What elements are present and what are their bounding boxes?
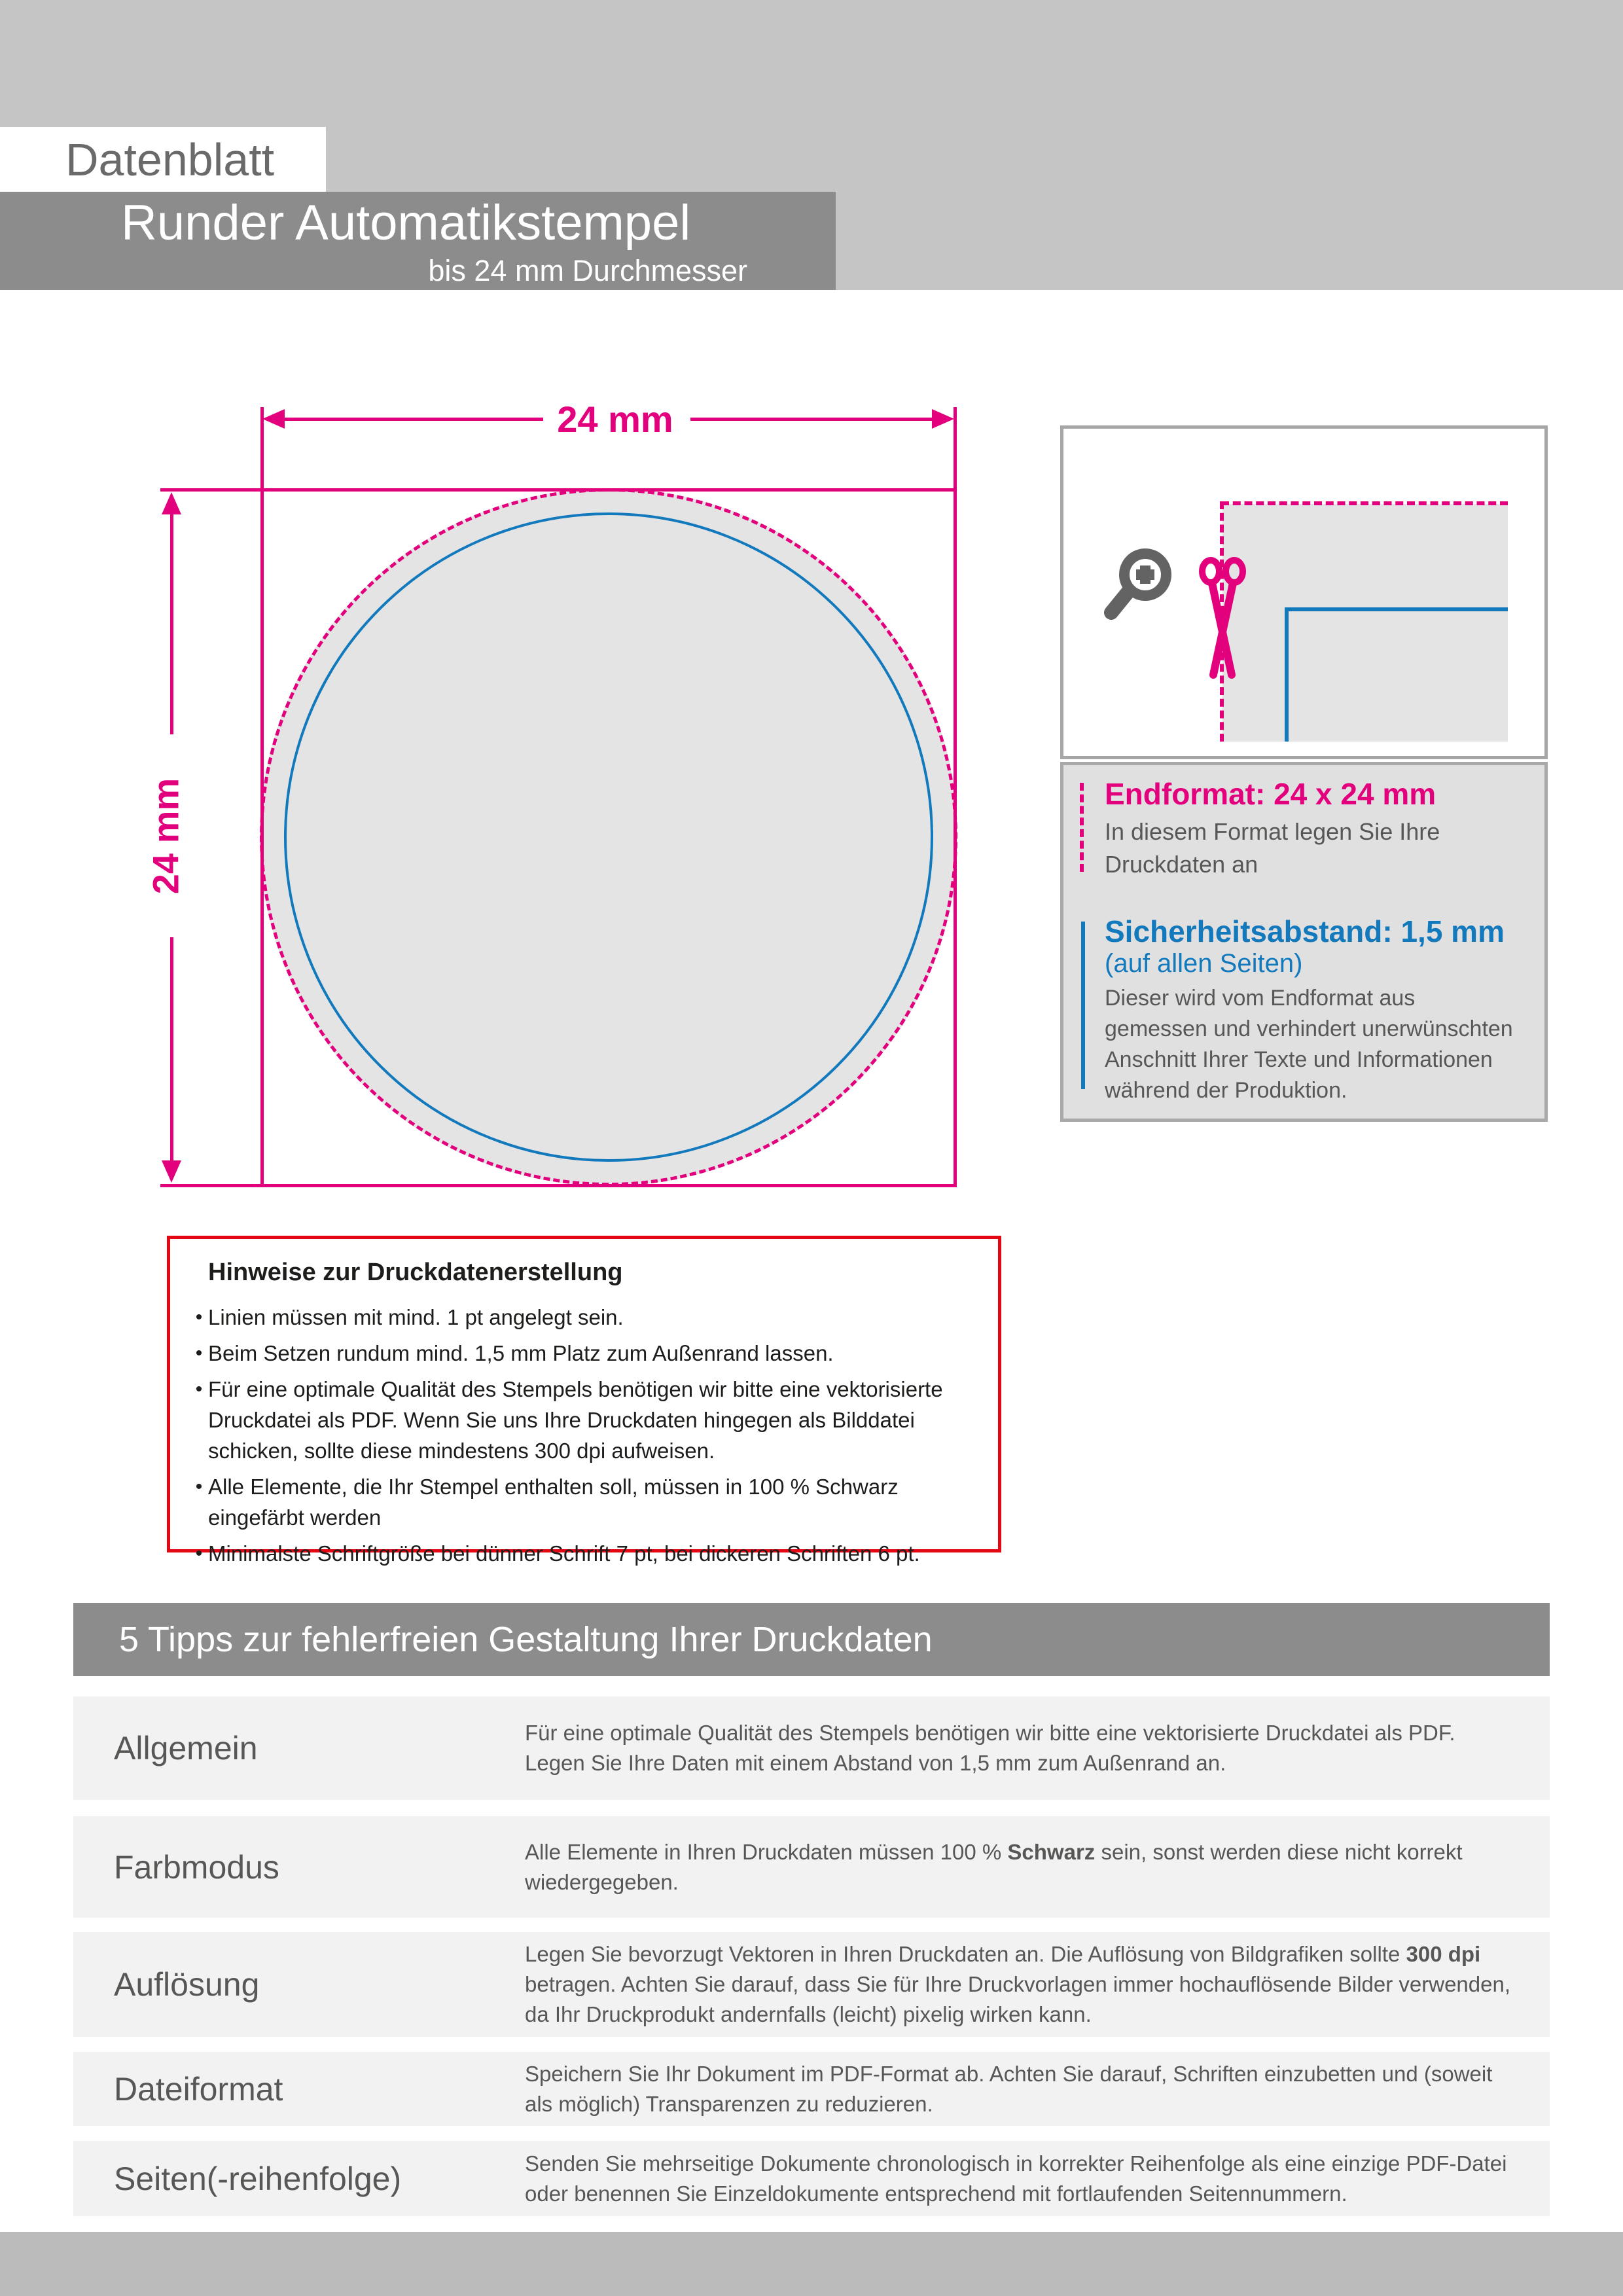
safety-solid-marker [1081,922,1085,1089]
bullet-icon: • [195,1342,203,1364]
scissors-icon [1198,553,1247,697]
safety-line-left [1285,607,1289,742]
tips-section-bar [73,1603,1550,1676]
row-label: Farbmodus [114,1848,279,1886]
safety-title: Sicherheitsabstand: 1,5 mm [1105,914,1505,948]
list-item [190,1338,982,1369]
hint-text: Beim Setzen rundum mind. 1,5 mm Platz zum Außenrand lassen. [208,1341,834,1365]
row-label: Seiten(-reihenfolge) [114,2160,402,2197]
row-text [525,2059,1550,2119]
safety-line-top [1285,607,1508,611]
row-text [525,2149,1550,2209]
table-row [73,1932,1550,2037]
bullet-icon: • [195,1378,203,1400]
hint-text: Linien müssen mit mind. 1 pt angelegt sein. [208,1305,624,1329]
row-text-bold: Schwarz [1007,1839,1096,1864]
v-arrow-up-icon [162,492,181,514]
row-text-post: betragen. Achten Sie darauf, dass Sie für Ihre Druckvorlagen immer hochauflösende Bilder verwenden, da Ihr Druckprodukt andernfalls (leicht) pixelig wirken kann. [525,1972,1511,2026]
square-top-line [160,488,955,492]
row-text-pre: Legen Sie bevorzugt Vektoren in Ihren Druckdaten an. Die Auflösung von Bildgrafiken sollte [525,1942,1406,1966]
endformat-text: In diesem Format legen Sie Ihre Druckdaten an [1105,818,1440,878]
row-label: Allgemein [114,1730,258,1767]
table-row [73,2141,1550,2216]
bleed-area-sample [1222,504,1508,742]
row-text-pre: Alle Elemente in Ihren Druckdaten müssen 100 % [525,1839,1008,1864]
list-item [190,1302,982,1333]
square-right-line [954,407,957,1187]
endformat-title: Endformat: 24 x 24 mm [1105,777,1436,811]
hinweise-box [167,1236,1001,1566]
row-text-pre: Senden Sie mehrseitige Dokumente chronologisch in korrekter Reihenfolge als eine einzige PDF-Datei oder benennen Sie Einzeldokumente entsprechend mit fortlaufenden Seitennummern. [525,2151,1507,2206]
hinweise-list [190,1297,982,1569]
row-text-bold: 300 dpi [1406,1942,1481,1966]
bleed-dash-top [1221,501,1508,505]
table-row [73,1816,1550,1918]
magnifier-plus-icon [1098,542,1183,634]
row-label: Auflösung [114,1966,260,2003]
height-dimension-label: 24 mm [145,778,187,895]
row-text-pre: Speichern Sie Ihr Dokument im PDF-Format ab. Achten Sie darauf, Schriften einzubetten und (soweit als möglich) Transparenzen zu reduzieren. [525,2061,1493,2116]
row-text [525,1939,1550,2030]
bullet-icon: • [195,1476,203,1498]
datenblatt-tag [0,127,326,192]
row-text-post: sein, sonst werden diese nicht korrekt wiedergegeben. [525,1839,1463,1894]
row-text [525,1718,1550,1778]
h-arrow-left-icon [262,409,285,429]
list-item [190,1538,982,1569]
list-item [190,1471,982,1533]
bullet-icon: • [195,1306,203,1328]
hint-text: Für eine optimale Qualität des Stempels benötigen wir bitte eine vektorisierte Druckdatei als PDF. Wenn Sie uns Ihre Druckdaten hingegen als Bilddatei schicken, sollte diese mindestens 300 dpi aufweisen. [208,1377,943,1463]
safety-text: Dieser wird vom Endformat aus gemessen und verhindert unerwünschten Anschnitt Ihrer Texte und Informationen während der Produktion. [1105,986,1513,1103]
v-dimension-line-top [170,512,173,734]
width-dimension-label: 24 mm [557,399,673,440]
safety-subtitle: (auf allen Seiten) [1105,949,1303,978]
tips-title: 5 Tipps zur fehlerfreien Gestaltung Ihrer Druckdaten [119,1620,933,1659]
h-dimension-line-left [281,418,543,421]
datenblatt-label: Datenblatt [65,134,275,185]
table-row [73,2052,1550,2126]
safety-circle [284,512,933,1162]
table-row [73,1696,1550,1800]
page-title: Runder Automatikstempel [121,195,691,251]
hinweise-title: Hinweise zur Druckdatenerstellung [208,1259,623,1286]
hint-text: Minimalste Schriftgröße bei dünner Schrift 7 pt, bei dickeren Schriften 6 pt. [208,1541,920,1566]
row-text [525,1837,1550,1897]
square-left-line [260,407,264,1187]
endformat-dash-marker [1080,783,1084,872]
bullet-icon: • [195,1543,203,1564]
v-dimension-line-bottom [170,937,173,1163]
h-dimension-line-right [690,418,936,421]
v-arrow-down-icon [162,1160,181,1183]
square-bottom-line [160,1184,955,1187]
h-arrow-right-icon [932,409,954,429]
footer-band [0,2232,1623,2296]
row-label: Dateiformat [114,2070,283,2108]
title-bar [0,192,836,290]
hint-text: Alle Elemente, die Ihr Stempel enthalten soll, müssen in 100 % Schwarz eingefärbt werden [208,1475,899,1530]
row-text-pre: Für eine optimale Qualität des Stempels benötigen wir bitte eine vektorisierte Druckdatei als PDF. Legen Sie Ihre Daten mit einem Abstand von 1,5 mm zum Außenrand an. [525,1721,1455,1775]
list-item [190,1374,982,1466]
page-subtitle: bis 24 mm Durchmesser [428,254,747,287]
